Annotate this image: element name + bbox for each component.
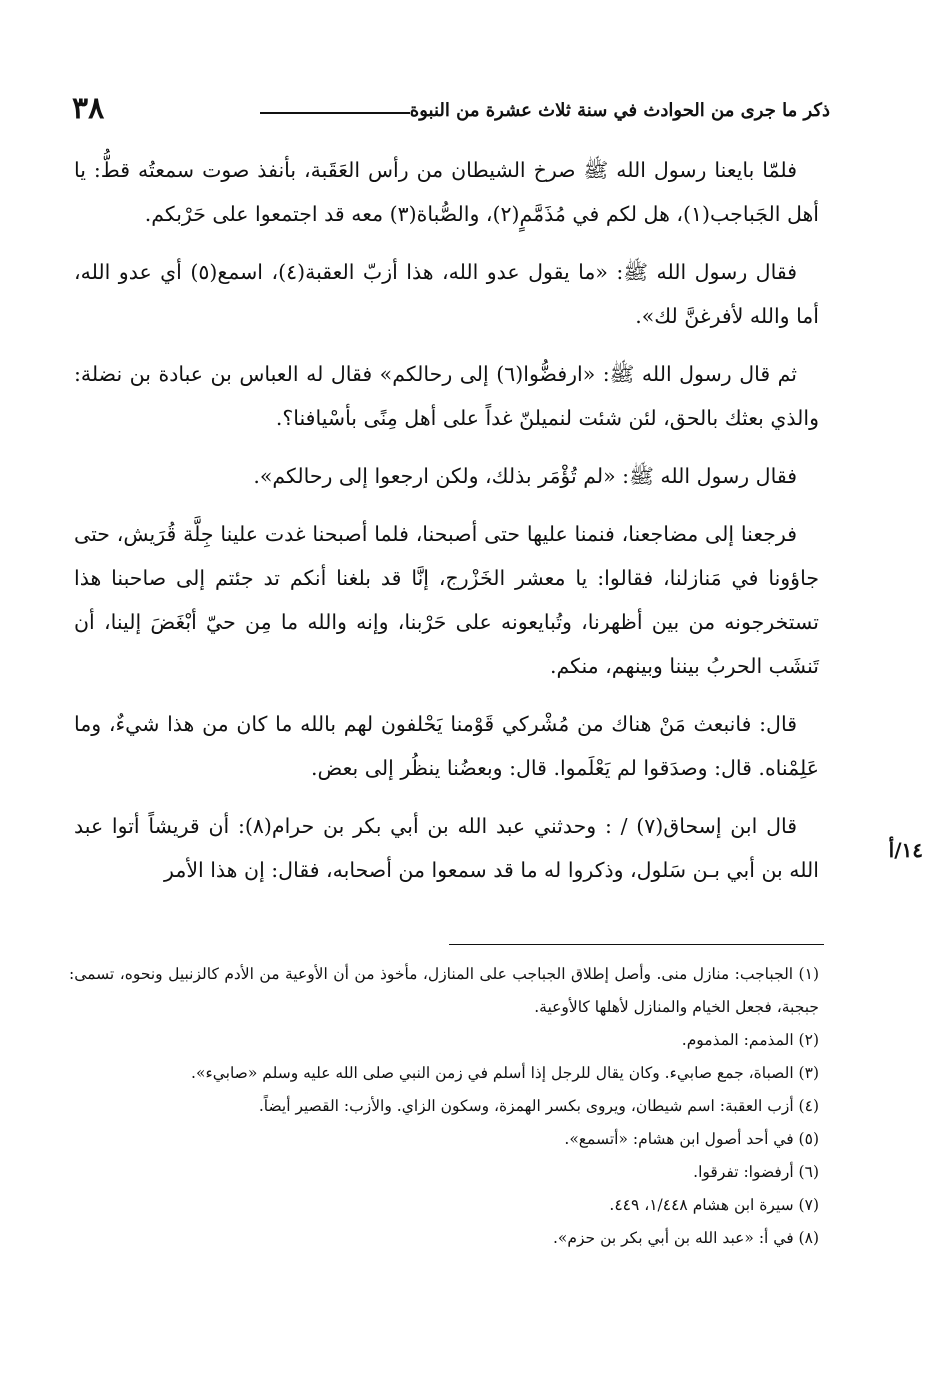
footnote-divider [449,944,824,945]
page-header [72,80,830,124]
footnote: (٨) في أ: «عبد الله بن أبي بكر بن حزم». [553,1229,819,1247]
paragraph: فلمّا بايعنا رسول الله ﷺ صرخ الشيطان من رأس العَقَبة، بأنفذ صوت سمعتُه قطُّ: يا أهل الجَباجب(١)، هل لكم في مُذَمَّمٍ(٢)، والصُّباة(٣) معه قد اجتمعوا على حَرْبكم. [74,158,819,226]
footnote: (١) الجباجب: منازل منى. وأصل إطلاق الجباجب على المنازل، مأخوذ من أن الأوعية من الأدم كالزنبيل ونحوه، تسمى: جبجبة، فجعل الخيام والمنازل لأهلها كالأوعية. [69,965,819,1016]
running-title-text: ذكر ما جرى من الحوادث في سنة ثلاث عشرة من النبوة [409,100,830,121]
paragraph: فقال رسول الله ﷺ: «ما يقول عدو الله، هذا أزبّ العقبة(٤)، اسمع(٥) أي عدو الله، أما والله لأفرغنَّ لك». [74,260,819,328]
footnote: (٣) الصباة، جمع صابيء. وكان يقال للرجل إذا أسلم في زمن النبي صلى الله عليه وسلم «صابيء». [191,1064,819,1082]
footnote: (٤) أزب العقبة: اسم شيطان، ويروى بكسر الهمزة، وسكون الزاي. والأزب: القصير أيضاً. [258,1097,819,1115]
paragraph: ثم قال رسول الله ﷺ: «ارفضُّوا(٦) إلى رحالكم» فقال له العباس بن عبادة بن نضلة: والذي بعثك بالحق، لئن شئت لنميلنّ غداً على أهل مِنًى بأسْيافنا؟. [74,362,819,430]
manuscript-folio-reference: ١٤/أ [888,838,923,862]
paragraph: فقال رسول الله ﷺ: «لم تُؤْمَر بذلك، ولكن ارجعوا إلى رحالكم». [253,464,797,488]
page-number: ٣٨ [72,91,105,126]
paragraph: قال ابن إسحاق(٧) / : وحدثني عبد الله بن أبي بكر بن حرام(٨): أن قريشاً أتوا عبد الله بن أبي بـن سَلول، وذكروا له ما قد سمعوا من أصحابه، فقال: إن هذا الأمر [74,814,819,882]
footnote: (٦) أرفضوا: تفرقوا. [693,1163,819,1181]
paragraph: قال: فانبعث مَنْ هناك من مُشْركي قَوْمنا يَحْلفون لهم بالله ما كان من هذا شيءٌ، وما عَلِمْناه. قال: وصدَقوا لم يَعْلَموا. قال: وبعضُنا ينظُر إلى بعض. [74,712,819,780]
footnotes [69,958,819,1255]
footnote: (٧) سيرة ابن هشام ١/٤٤٨، ٤٤٩. [609,1196,819,1214]
paragraph: فرجعنا إلى مضاجعنا، فنمنا عليها حتى أصبحنا، فلما أصبحنا غدت علينا جِلَّة قُرَيش، حتى جاؤونا في مَنازلنا، فقالوا: يا معشر الخَزْرج، إنَّا قد بلغنا أنكم تد جئتم إلى صاحبنا هذا تستخرجونه من بين أظهرنا، وتُبايعونه على حَرْبنا، وإنه والله ما مِن حيّ أبْغَضَ إلينا، أن تَنشَب الحربُ بيننا وبينهم، منكم. [74,522,819,678]
footnote: (٥) في أحد أصول ابن هشام: «أتسمع». [564,1130,819,1148]
header-rule [260,112,410,114]
running-title [252,102,830,124]
main-text [74,148,819,906]
footnote: (٢) المذمم: المذموم. [681,1031,819,1049]
